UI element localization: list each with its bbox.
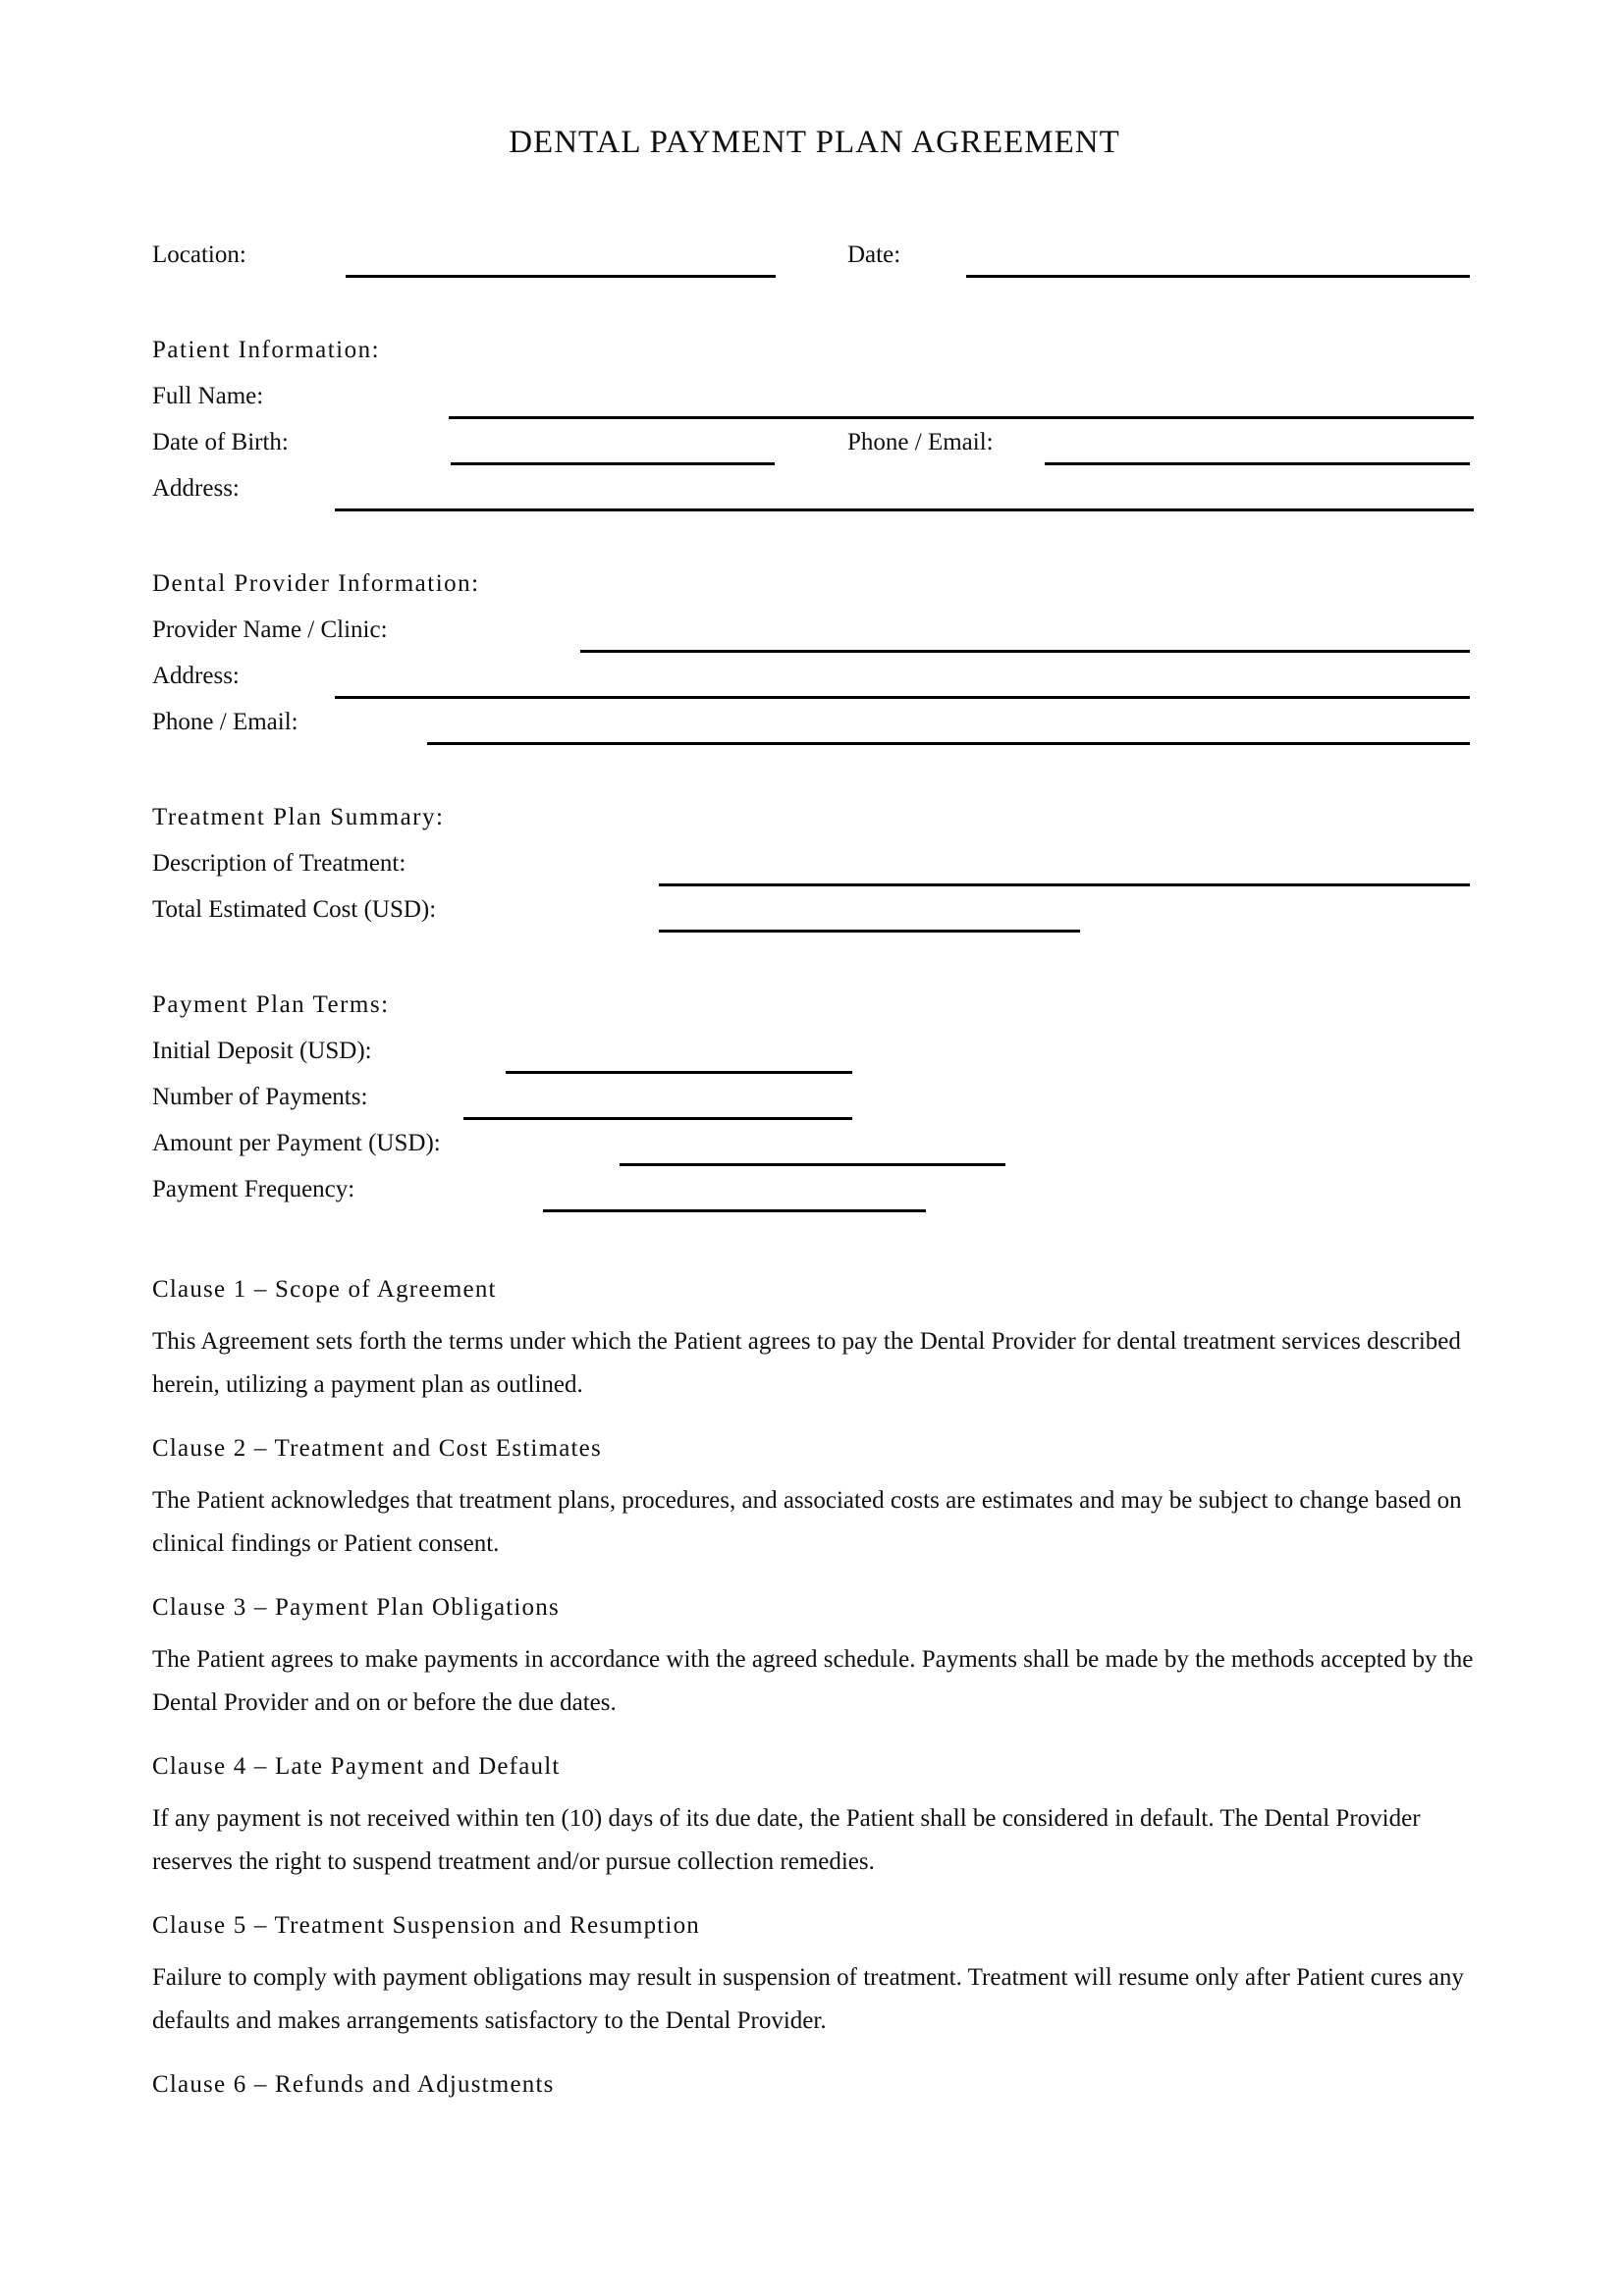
date-of-birth-label: Date of Birth: xyxy=(152,429,289,455)
payment-terms-section xyxy=(152,990,1477,1221)
provider-name-field[interactable] xyxy=(580,615,1470,653)
full-name-label: Full Name: xyxy=(152,383,264,409)
payment-frequency-row xyxy=(152,1175,1477,1221)
provider-name-label: Provider Name / Clinic: xyxy=(152,616,388,643)
clause-1-body: This Agreement sets forth the terms under which the Patient agrees to pay the Dental Provider for dental treatment services described herein, utilizing a payment plan as outlined. xyxy=(152,1328,1461,1398)
patient-information-section xyxy=(152,336,1477,520)
provider-information-section xyxy=(152,569,1477,754)
estimated-cost-label: Total Estimated Cost (USD): xyxy=(152,896,437,923)
clause-5-heading: Clause 5 – Treatment Suspension and Resumption xyxy=(152,1912,700,1939)
amount-per-payment-row xyxy=(152,1129,1477,1175)
clause-6 xyxy=(152,2070,1477,2100)
treatment-plan-section xyxy=(152,803,1477,941)
treatment-plan-heading: Treatment Plan Summary: xyxy=(152,804,445,830)
date-label: Date: xyxy=(847,241,901,268)
number-of-payments-label: Number of Payments: xyxy=(152,1084,368,1110)
dob-phone-row xyxy=(152,428,1477,474)
estimated-cost-row xyxy=(152,895,1477,941)
provider-name-row xyxy=(152,615,1477,662)
clause-2-body: The Patient acknowledges that treatment plans, procedures, and associated costs are estimates and may be subject to change based on clinical findings or Patient consent. xyxy=(152,1487,1462,1557)
initial-deposit-field[interactable] xyxy=(506,1037,852,1074)
treatment-description-row xyxy=(152,849,1477,895)
clause-1 xyxy=(152,1275,1477,1407)
number-of-payments-field[interactable] xyxy=(463,1083,852,1120)
date-of-birth-field[interactable] xyxy=(451,428,775,465)
clause-1-heading: Clause 1 – Scope of Agreement xyxy=(152,1276,497,1303)
date-field[interactable] xyxy=(966,240,1470,278)
clause-2-heading: Clause 2 – Treatment and Cost Estimates xyxy=(152,1435,602,1462)
amount-per-payment-field[interactable] xyxy=(620,1129,1005,1166)
initial-deposit-label: Initial Deposit (USD): xyxy=(152,1038,372,1064)
location-date-row xyxy=(152,240,1477,287)
provider-phone-email-field[interactable] xyxy=(427,708,1470,745)
patient-address-field[interactable] xyxy=(335,474,1474,511)
clause-4-body: If any payment is not received within ten (10) days of its due date, the Patient shall be considered in default. The Dental Provider reserves the right to suspend treatment and/or pursue collection remedies. xyxy=(152,1805,1421,1875)
full-name-row xyxy=(152,382,1477,428)
location-field[interactable] xyxy=(346,240,776,278)
initial-deposit-row xyxy=(152,1037,1477,1083)
document-title: DENTAL PAYMENT PLAN AGREEMENT xyxy=(509,125,1120,160)
patient-phone-email-label: Phone / Email: xyxy=(847,429,994,455)
payment-terms-heading: Payment Plan Terms: xyxy=(152,991,390,1018)
clause-2 xyxy=(152,1434,1477,1566)
provider-address-label: Address: xyxy=(152,663,240,689)
provider-address-field[interactable] xyxy=(335,662,1470,699)
full-name-field[interactable] xyxy=(449,382,1474,419)
patient-address-row xyxy=(152,474,1477,520)
clause-4 xyxy=(152,1752,1477,1884)
clauses-section xyxy=(152,1275,1477,2100)
payment-frequency-label: Payment Frequency: xyxy=(152,1176,355,1202)
amount-per-payment-label: Amount per Payment (USD): xyxy=(152,1130,441,1156)
treatment-description-field[interactable] xyxy=(659,849,1470,886)
clause-3-body: The Patient agrees to make payments in accordance with the agreed schedule. Payments shall be made by the methods accepted by the Dental Provider and on or before the due dates. xyxy=(152,1646,1474,1716)
number-of-payments-row xyxy=(152,1083,1477,1129)
patient-information-heading: Patient Information: xyxy=(152,337,381,363)
clause-5 xyxy=(152,1911,1477,2043)
estimated-cost-field[interactable] xyxy=(659,895,1080,933)
clause-4-heading: Clause 4 – Late Payment and Default xyxy=(152,1753,561,1780)
payment-frequency-field[interactable] xyxy=(543,1175,926,1212)
provider-phone-row xyxy=(152,708,1477,754)
clause-6-heading: Clause 6 – Refunds and Adjustments xyxy=(152,2071,555,2098)
provider-phone-email-label: Phone / Email: xyxy=(152,709,298,735)
treatment-description-label: Description of Treatment: xyxy=(152,850,406,877)
provider-information-heading: Dental Provider Information: xyxy=(152,570,480,597)
clause-3-heading: Clause 3 – Payment Plan Obligations xyxy=(152,1594,560,1621)
provider-address-row xyxy=(152,662,1477,708)
location-label: Location: xyxy=(152,241,246,268)
clause-5-body: Failure to comply with payment obligations may result in suspension of treatment. Treatment will resume only after Patient cures any defaults and makes arrangements satisfactory to the Dental Provider. xyxy=(152,1964,1464,2034)
patient-phone-email-field[interactable] xyxy=(1045,428,1470,465)
patient-address-label: Address: xyxy=(152,475,240,502)
clause-3 xyxy=(152,1593,1477,1725)
